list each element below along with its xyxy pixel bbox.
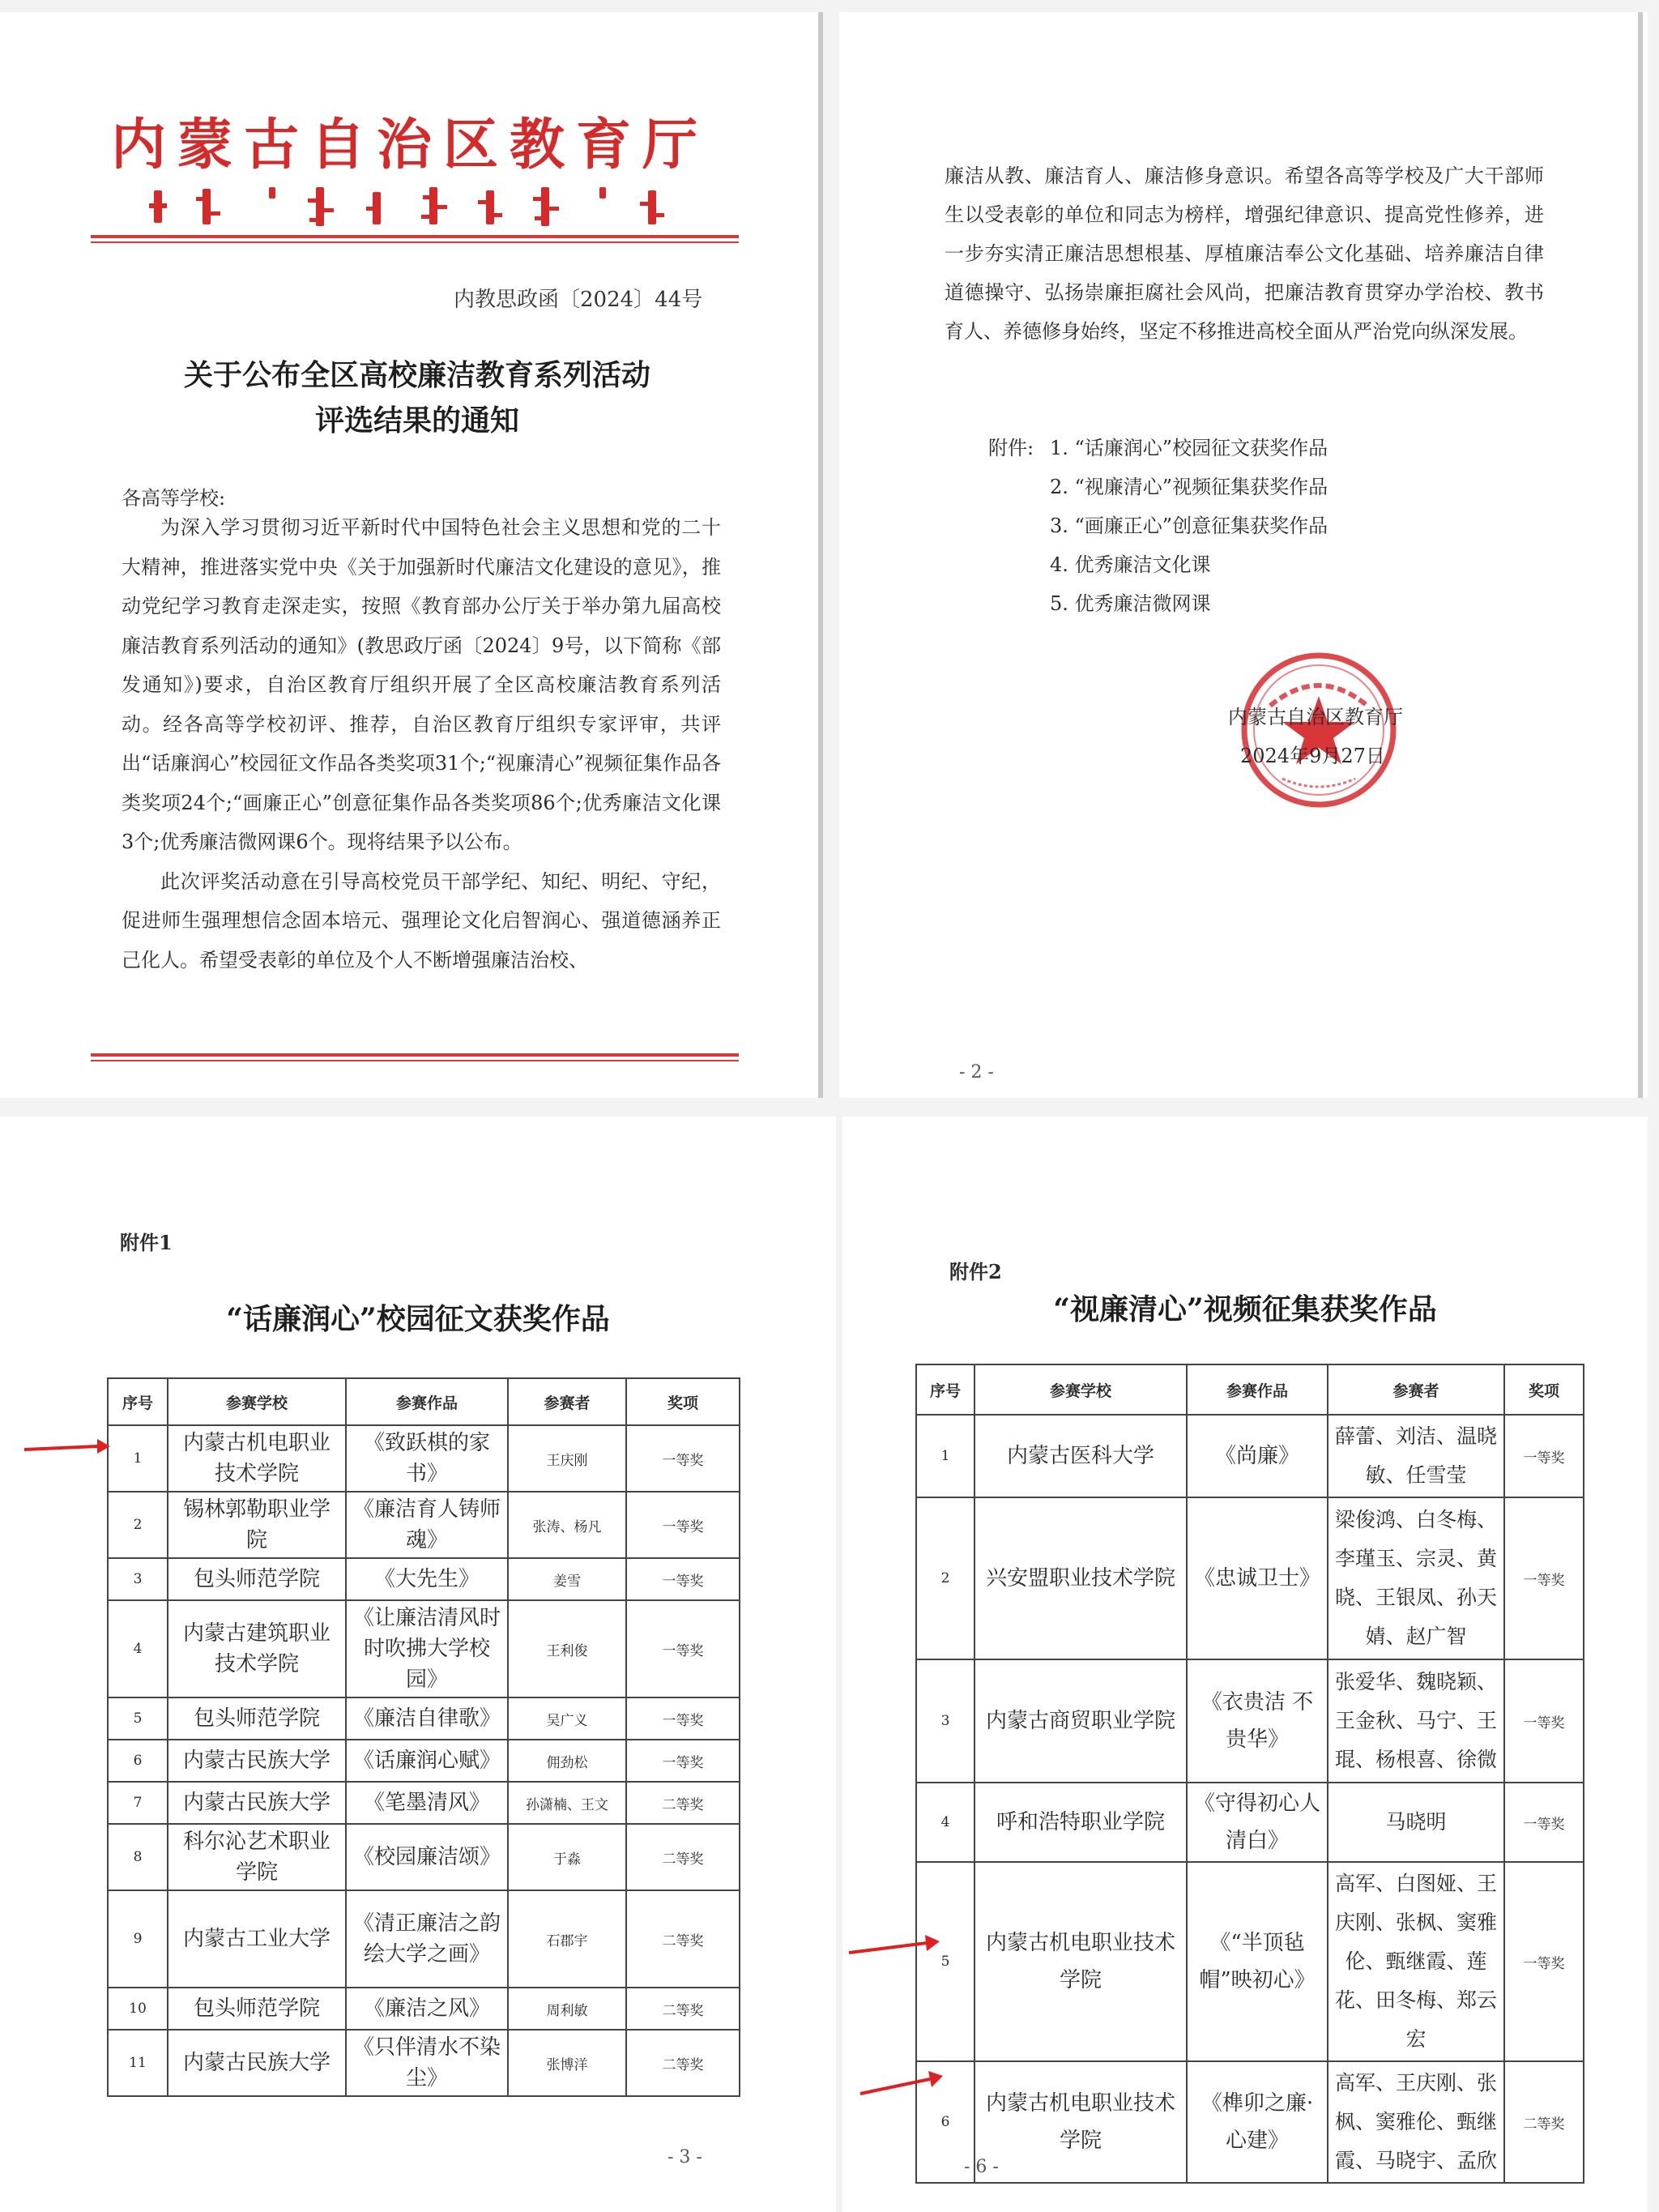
cell-author: 马晓明 [1328, 1783, 1504, 1862]
cell-no: 7 [108, 1782, 168, 1824]
header-work: 参赛作品 [346, 1378, 508, 1425]
cell-school: 内蒙古商贸职业学院 [975, 1659, 1187, 1783]
header-no: 序号 [916, 1364, 975, 1415]
cell-author: 王庆刚 [508, 1425, 626, 1492]
table-row [916, 1415, 1584, 1497]
cell-school: 内蒙古机电职业技术学院 [975, 2061, 1187, 2183]
cell-author: 薛蕾、刘洁、温晓敏、任雪莹 [1328, 1415, 1504, 1497]
letterhead-title: 内蒙古自治区教育厅 [110, 113, 709, 177]
page-1 [0, 12, 820, 1098]
cell-author: 石郡宇 [508, 1890, 626, 1988]
cell-school: 内蒙古民族大学 [168, 2030, 346, 2096]
table-row [108, 1782, 740, 1824]
cell-author: 张爱华、魏晓颖、王金秋、马宁、王琨、杨根喜、徐微 [1328, 1659, 1504, 1783]
cell-no: 6 [108, 1740, 168, 1782]
cell-school: 包头师范学院 [168, 1988, 346, 2030]
table-row [916, 1659, 1584, 1783]
cell-award: 二等奖 [626, 1782, 740, 1824]
table-row [108, 1988, 740, 2030]
attachment-item-1: 1. “话廉润心”校园征文获奖作品 [1050, 437, 1328, 459]
cell-school: 内蒙古建筑职业技术学院 [168, 1600, 346, 1697]
cell-award: 一等奖 [626, 1425, 740, 1492]
notice-title-line1: 关于公布全区高校廉洁教育系列活动 [183, 358, 650, 392]
attachment-item-5: 5. 优秀廉洁微网课 [1050, 592, 1211, 615]
page-3 [0, 1117, 836, 2212]
page-number: - 6 - [964, 2157, 999, 2177]
salutation: 各高等学校: [122, 487, 226, 510]
cell-school: 锡林郭勒职业学院 [168, 1492, 346, 1558]
cell-work: 《忠诚卫士》 [1187, 1497, 1328, 1659]
cell-school: 内蒙古机电职业技术学院 [168, 1425, 346, 1492]
notice-body [122, 508, 721, 980]
table-row [108, 1890, 740, 1988]
cell-work: 《衣贵洁 不贵华》 [1187, 1659, 1328, 1783]
attachment-1-label: 附件1 [120, 1231, 173, 1254]
cell-author: 王利俊 [508, 1600, 626, 1697]
cell-no: 5 [108, 1697, 168, 1740]
notice-title-line2: 评选结果的通知 [314, 404, 519, 438]
header-award: 奖项 [626, 1378, 740, 1425]
cell-no: 1 [916, 1415, 975, 1497]
page-2-body [945, 156, 1544, 351]
cell-author: 梁俊鸿、白冬梅、李瑾玉、宗灵、黄晓、王银凤、孙天婧、赵广智 [1328, 1497, 1504, 1659]
cell-no: 8 [108, 1824, 168, 1890]
document-number: 内教思政函〔2024〕44号 [454, 288, 703, 312]
cell-no: 6 [916, 2061, 975, 2183]
header-author: 参赛者 [508, 1378, 626, 1425]
cell-award: 一等奖 [1504, 1497, 1584, 1659]
cell-school: 科尔沁艺术职业学院 [168, 1824, 346, 1890]
attachment-2-title: “视廉清心”视频征集获奖作品 [1053, 1292, 1437, 1326]
video-awards-table [915, 1364, 1584, 2184]
cell-award: 二等奖 [626, 1824, 740, 1890]
cell-no: 1 [108, 1425, 168, 1492]
page-1-edge [818, 12, 823, 1098]
table-row [916, 2061, 1584, 2183]
cell-author: 佣劲松 [508, 1740, 626, 1782]
header-work: 参赛作品 [1187, 1364, 1328, 1415]
cell-no: 5 [916, 1862, 975, 2061]
table-row [916, 1783, 1584, 1862]
attachment-1-title: “话廉润心”校园征文获奖作品 [226, 1302, 610, 1336]
header-award: 奖项 [1504, 1364, 1584, 1415]
red-arrow-icon [847, 1925, 941, 1958]
essay-awards-table [107, 1377, 740, 2097]
cell-work: 《廉洁育人铸师魂》 [346, 1492, 508, 1558]
cell-school: 内蒙古工业大学 [168, 1890, 346, 1988]
cell-work: 《廉洁自律歌》 [346, 1697, 508, 1740]
cell-award: 一等奖 [626, 1697, 740, 1740]
cell-work: 《清正廉洁之韵 绘大学之画》 [346, 1890, 508, 1988]
cell-school: 内蒙古机电职业技术学院 [975, 1862, 1187, 2061]
cell-no: 3 [108, 1558, 168, 1600]
cell-author: 于淼 [508, 1824, 626, 1890]
cell-school: 内蒙古民族大学 [168, 1782, 346, 1824]
table-row [108, 1558, 740, 1600]
footer-rule [91, 1053, 739, 1057]
table-header-row [916, 1364, 1584, 1415]
cell-no: 10 [108, 1988, 168, 2030]
page-2 [839, 12, 1648, 1098]
cell-no: 3 [916, 1659, 975, 1783]
cell-author: 张博洋 [508, 2030, 626, 2096]
cell-award: 一等奖 [626, 1740, 740, 1782]
signing-date: 2024年9月27日 [1240, 745, 1385, 767]
cell-no: 4 [108, 1600, 168, 1697]
cell-award: 一等奖 [626, 1492, 740, 1558]
letterhead-rule-thin [91, 241, 739, 243]
attachment-item-3: 3. “画廉正心”创意征集获奖作品 [1050, 515, 1328, 537]
cell-work: 《致跃棋的家书》 [346, 1425, 508, 1492]
page-2-paragraph: 廉洁从教、廉洁育人、廉洁修身意识。希望各高等学校及广大干部师生以受表彰的单位和同志为榜样，增强纪律意识、提高党性修养，进一步夯实清正廉洁思想根基、厚植廉洁奉公文化基础、培养廉洁自律道德操守、弘扬崇廉拒腐社会风尚，把廉洁教育贯穿办学治校、教书育人、养德修身始终，坚定不移推进高校全面从严治党向纵深发展。 [945, 164, 1544, 343]
page-number: - 3 - [667, 2147, 702, 2167]
cell-author: 高军、王庆刚、张枫、窦雅伦、甄继霞、马晓宇、孟欣 [1328, 2061, 1504, 2183]
header-author: 参赛者 [1328, 1364, 1504, 1415]
attachment-2-label: 附件2 [949, 1260, 1002, 1283]
cell-award: 二等奖 [626, 2030, 740, 2096]
cell-work: 《大先生》 [346, 1558, 508, 1600]
table-row [108, 2030, 740, 2096]
red-arrow-icon [23, 1435, 112, 1459]
table-row [108, 1824, 740, 1890]
cell-author: 吴广义 [508, 1697, 626, 1740]
cell-award: 二等奖 [626, 1988, 740, 2030]
cell-school: 包头师范学院 [168, 1558, 346, 1600]
cell-award: 一等奖 [626, 1600, 740, 1697]
paragraph-2: 此次评奖活动意在引导高校党员干部学纪、知纪、明纪、守纪，促进师生强理想信念固本培元、强理论文化启智润心、强道德涵养正己化人。希望受表彰的单位及个人不断增强廉洁治校、 [122, 869, 721, 971]
cell-work: 《尚廉》 [1187, 1415, 1328, 1497]
letterhead-rule-top [91, 235, 739, 238]
cell-work: 《“半顶毡帽”映初心》 [1187, 1862, 1328, 2061]
cell-author: 孙潇楠、王文 [508, 1782, 626, 1824]
cell-work: 《廉洁之风》 [346, 1988, 508, 2030]
notice-title [81, 352, 753, 443]
official-seal [1238, 649, 1400, 811]
cell-school: 内蒙古民族大学 [168, 1740, 346, 1782]
cell-school: 包头师范学院 [168, 1697, 346, 1740]
cell-school: 兴安盟职业技术学院 [975, 1497, 1187, 1659]
mongolian-script-logo [146, 182, 680, 231]
cell-award: 一等奖 [1504, 1415, 1584, 1497]
cell-work: 《笔墨清风》 [346, 1782, 508, 1824]
attachment-item-4: 4. 优秀廉洁文化课 [1050, 553, 1211, 576]
footer-rule-thin [91, 1060, 739, 1061]
paragraph-1: 为深入学习贯彻习近平新时代中国特色社会主义思想和党的二十大精神，推进落实党中央《关于加强新时代廉洁文化建设的意见》，推动党纪学习教育走深走实，按照《教育部办公厅关于举办第九届高校廉洁教育系列活动的通知》(教思政厅函〔2024〕9号，以下简称《部发通知》)要求，自治区教育厅组织开展了全区高校廉洁教育系列活动。经各高等学校初评、推荐，自治区教育厅组织专家评审，共评出“话廉润心”校园征文作品各类奖项31个;“视廉清心”视频征集作品各类奖项24个;“画廉正心”创意征集作品各类奖项86个;优秀廉洁文化课3个;优秀廉洁微网课6个。现将结果予以公布。 [122, 516, 721, 853]
page-4 [842, 1117, 1648, 2212]
cell-work: 《让廉洁清风时时吹拂大学校园》 [346, 1600, 508, 1697]
attachments-label: 附件: [988, 437, 1034, 459]
cell-no: 4 [916, 1783, 975, 1862]
cell-work: 《榫卯之廉·心建》 [1187, 2061, 1328, 2183]
cell-work: 《话廉润心赋》 [346, 1740, 508, 1782]
cell-no: 9 [108, 1890, 168, 1988]
table-row [916, 1497, 1584, 1659]
header-school: 参赛学校 [975, 1364, 1187, 1415]
cell-school: 呼和浩特职业学院 [975, 1783, 1187, 1862]
header-no: 序号 [108, 1378, 168, 1425]
cell-award: 二等奖 [626, 1890, 740, 1988]
table-row [108, 1425, 740, 1492]
cell-no: 2 [108, 1492, 168, 1558]
cell-author: 周利敏 [508, 1988, 626, 2030]
cell-award: 一等奖 [626, 1558, 740, 1600]
table-row [916, 1862, 1584, 2061]
cell-no: 2 [916, 1497, 975, 1659]
cell-work: 《只伴清水不染尘》 [346, 2030, 508, 2096]
cell-author: 姜雪 [508, 1558, 626, 1600]
cell-author: 高军、白图娅、王庆刚、张枫、窦雅伦、甄继霞、莲花、田冬梅、郑云宏 [1328, 1862, 1504, 2061]
cell-work: 《守得初心人清白》 [1187, 1783, 1328, 1862]
table-row [108, 1492, 740, 1558]
cell-award: 一等奖 [1504, 1659, 1584, 1783]
header-school: 参赛学校 [168, 1378, 346, 1425]
table-row [108, 1740, 740, 1782]
cell-award: 一等奖 [1504, 1862, 1584, 2061]
cell-award: 二等奖 [1504, 2061, 1584, 2183]
table-row [108, 1697, 740, 1740]
red-arrow-icon [859, 2065, 945, 2097]
cell-school: 内蒙古医科大学 [975, 1415, 1187, 1497]
cell-work: 《校园廉洁颂》 [346, 1824, 508, 1890]
attachment-item-2: 2. “视廉清心”视频征集获奖作品 [1050, 476, 1328, 498]
cell-author: 张涛、杨凡 [508, 1492, 626, 1558]
page-2-edge [1638, 12, 1643, 1098]
cell-award: 一等奖 [1504, 1783, 1584, 1862]
signer-organization: 内蒙古自治区教育厅 [1228, 706, 1403, 728]
table-row [108, 1600, 740, 1697]
page-number: - 2 - [959, 1062, 994, 1083]
table-header-row [108, 1378, 740, 1425]
cell-no: 11 [108, 2030, 168, 2096]
